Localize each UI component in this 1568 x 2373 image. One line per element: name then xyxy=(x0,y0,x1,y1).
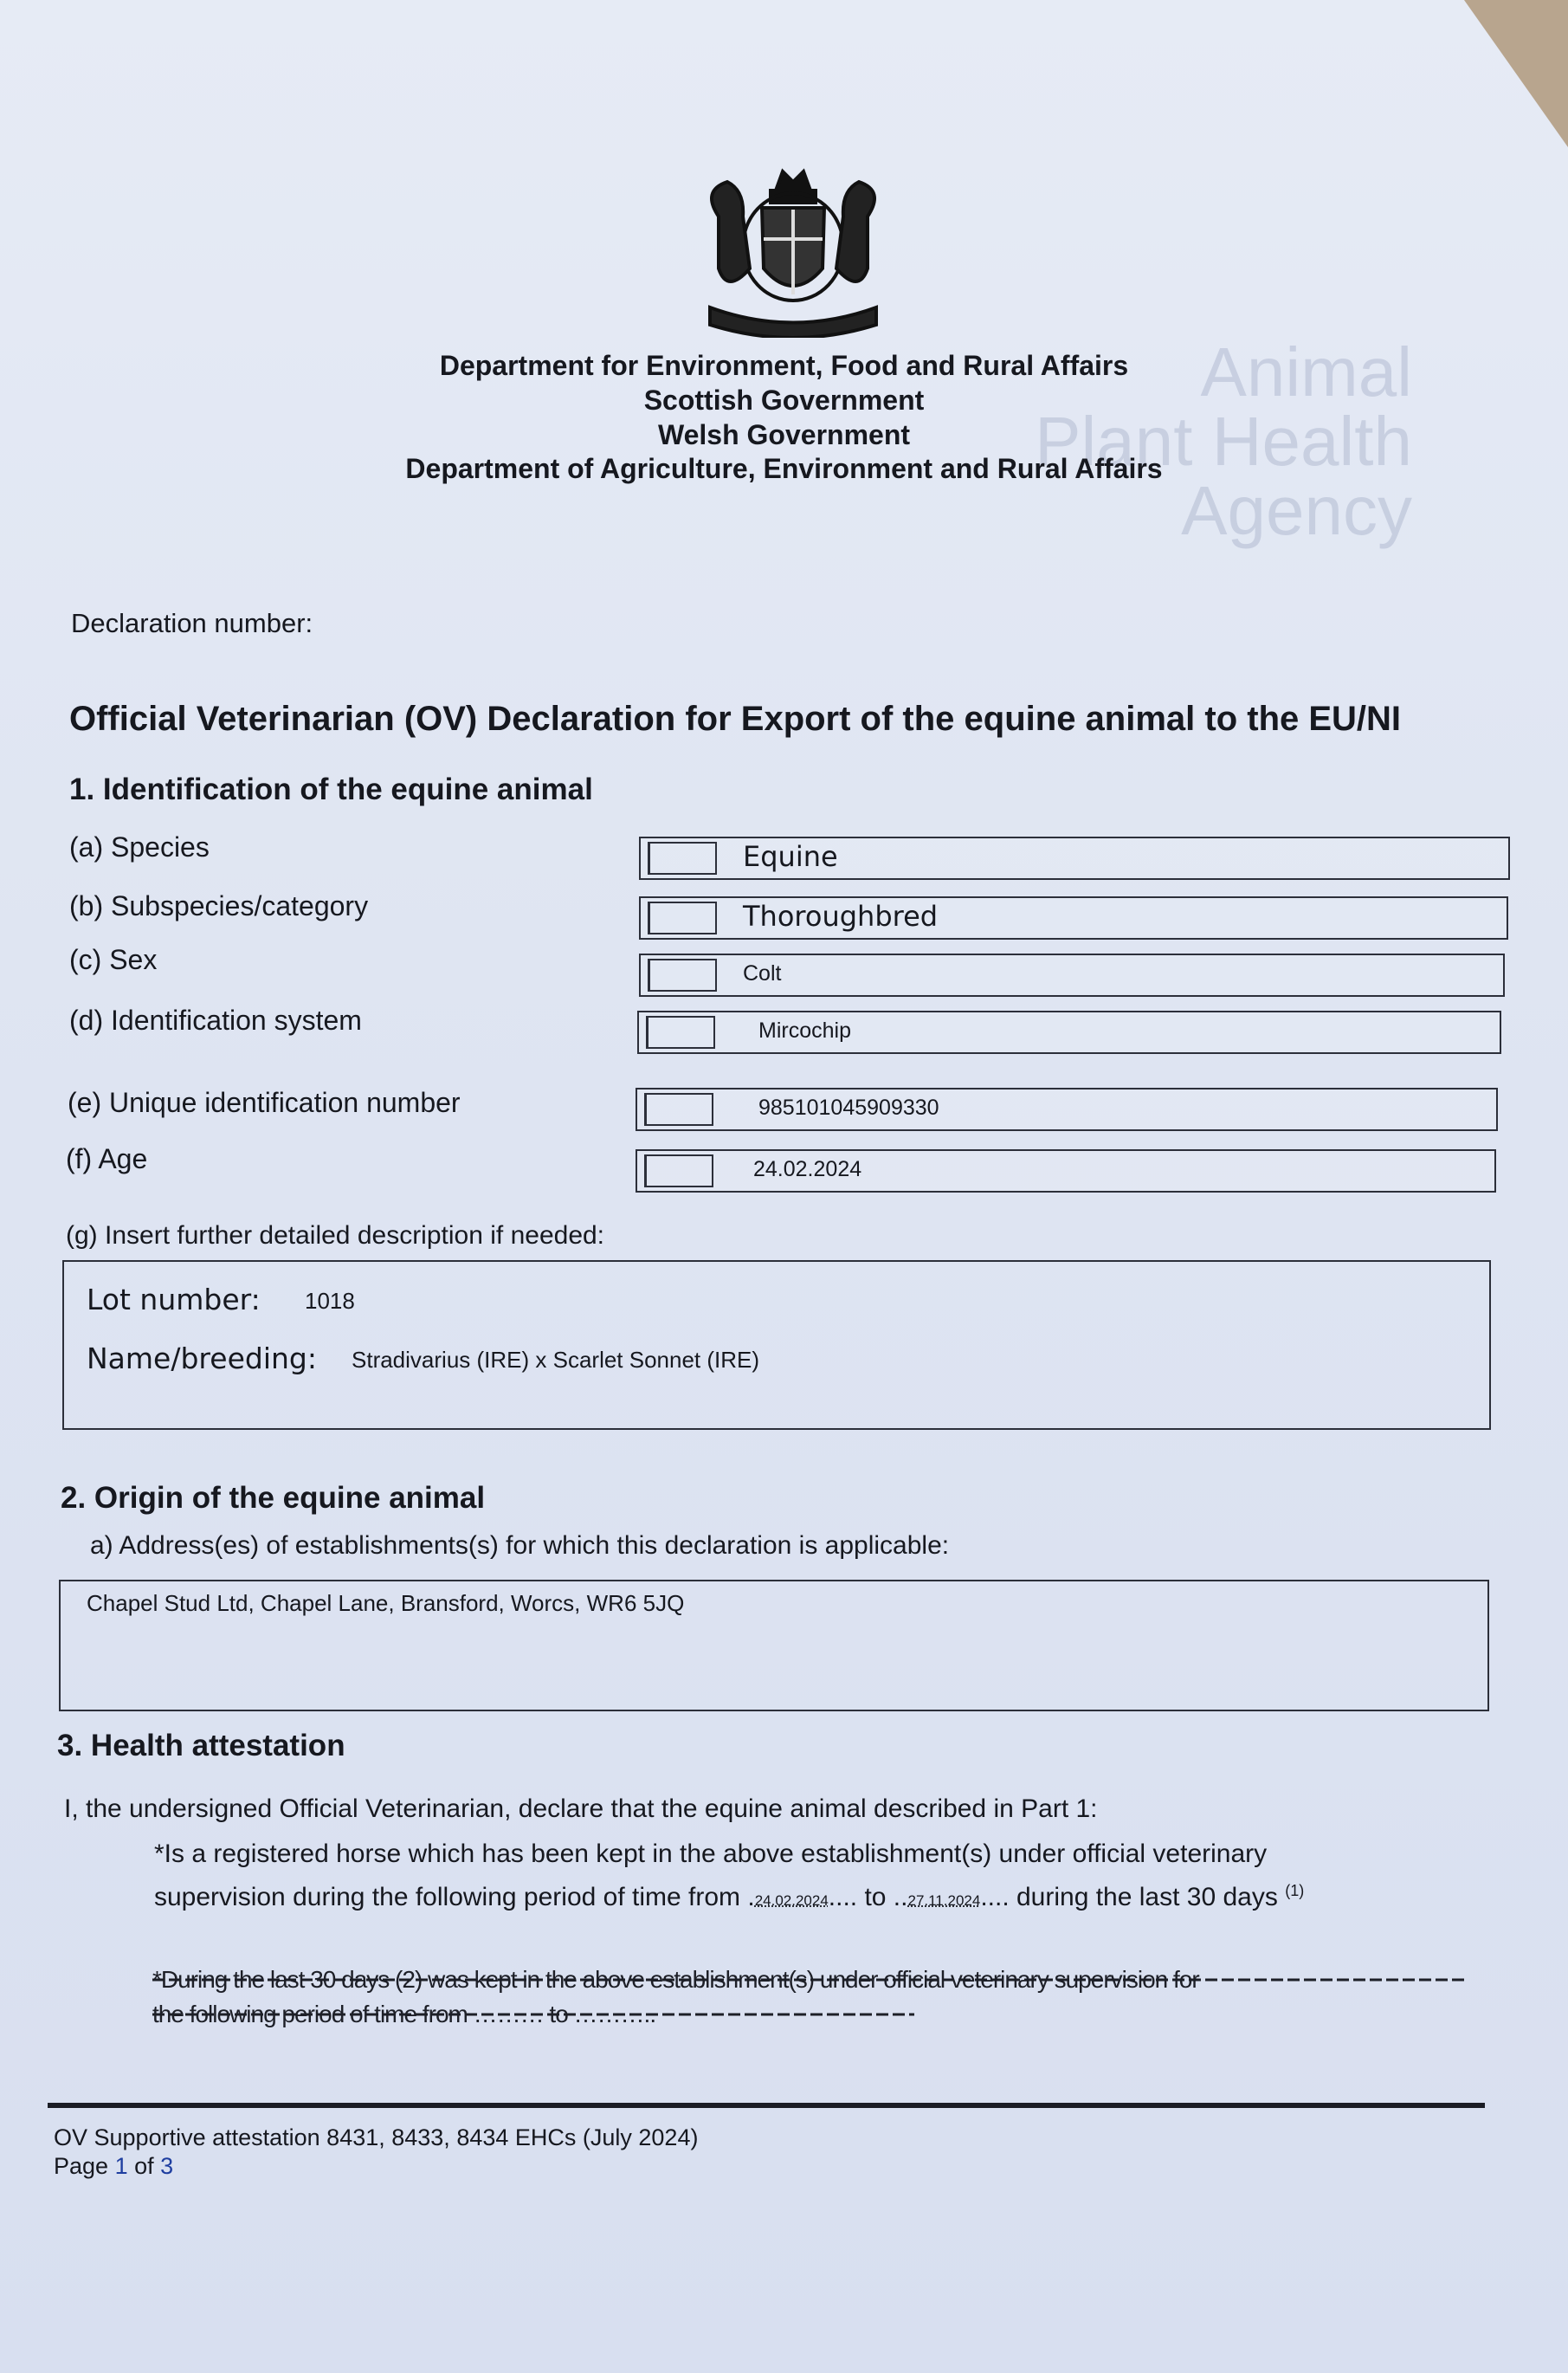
species-field[interactable] xyxy=(639,837,1510,880)
department-name: Scottish Government xyxy=(643,385,925,416)
uin-value: 985101045909330 xyxy=(758,1096,939,1120)
uin-label: (e) Unique identification number xyxy=(68,1087,461,1118)
identification-system-checkbox[interactable] xyxy=(646,1016,715,1049)
age-field[interactable] xyxy=(636,1149,1496,1193)
subspecies-label: (b) Subspecies/category xyxy=(69,890,369,921)
struck-line xyxy=(152,1997,1503,2032)
sex-field[interactable] xyxy=(639,954,1505,997)
age-label: (f) Age xyxy=(66,1143,148,1174)
struck-text: *During the last 30 days (2) was kept in the above establishment(s) under official veterinary supervision for xyxy=(152,1966,1199,1993)
watermark-line: Agency xyxy=(1181,472,1412,549)
description-box[interactable] xyxy=(62,1260,1491,1430)
footnote-mark: (1) xyxy=(1285,1882,1305,1899)
attestation-line-1: *Is a registered horse which has been kept in the above establishment(s) under official veterinary xyxy=(154,1840,1268,1868)
struck-text: the following period of time from ……… to ……….. xyxy=(152,2001,656,2027)
identification-system-field[interactable] xyxy=(637,1011,1501,1054)
identification-system-label: (d) Identification system xyxy=(69,1005,362,1036)
age-value: 24.02.2024 xyxy=(753,1157,862,1181)
species-label: (a) Species xyxy=(69,831,210,863)
strikethrough-marks xyxy=(152,1962,1503,1997)
sex-checkbox[interactable] xyxy=(648,959,717,992)
footer-rule xyxy=(48,2103,1485,2108)
date-to: 27.11.2024 xyxy=(907,1892,981,1909)
sex-value: Colt xyxy=(743,961,782,986)
attestation-text: .... during the last 30 days xyxy=(980,1883,1278,1911)
subspecies-value: Thoroughbred xyxy=(743,900,939,933)
species-checkbox[interactable] xyxy=(648,842,717,875)
page-prefix: Page xyxy=(54,2153,115,2179)
struck-out-statement xyxy=(152,1962,1503,2032)
subspecies-field[interactable] xyxy=(639,896,1508,940)
page-title: Official Veterinarian (OV) Declaration for Export of the equine animal to the EU/NI xyxy=(69,700,1402,738)
description-label: (g) Insert further detailed description if needed: xyxy=(66,1221,605,1250)
page-indicator xyxy=(54,2151,173,2181)
department-name: Welsh Government xyxy=(657,419,911,450)
attestation-line-2 xyxy=(154,1872,1304,1919)
page-number: 1 xyxy=(114,2153,128,2179)
subspecies-checkbox[interactable] xyxy=(648,902,717,934)
page-of: of xyxy=(127,2153,161,2179)
species-value: Equine xyxy=(743,840,838,873)
department-name: Department of Agriculture, Environment and Rural Affairs xyxy=(405,453,1163,484)
strikethrough-marks xyxy=(152,1997,1503,2032)
lot-number-label: Lot number: xyxy=(87,1283,261,1316)
declaration-number-label: Declaration number: xyxy=(71,608,313,638)
address-value: Chapel Stud Ltd, Chapel Lane, Bransford, Worcs, WR6 5JQ xyxy=(87,1590,685,1616)
section-2-heading: 2. Origin of the equine animal xyxy=(61,1481,486,1515)
watermark-line: Animal xyxy=(1200,333,1412,411)
royal-crest-icon xyxy=(693,165,894,338)
sex-label: (c) Sex xyxy=(69,944,158,975)
uin-checkbox[interactable] xyxy=(644,1093,713,1126)
attestation-text: supervision during the following period of time from . xyxy=(154,1883,755,1911)
address-box[interactable] xyxy=(59,1580,1489,1711)
section-3-heading: 3. Health attestation xyxy=(57,1729,345,1762)
footer-reference: OV Supportive attestation 8431, 8433, 8434 EHCs (July 2024) xyxy=(54,2124,699,2150)
name-breeding-value: Stradivarius (IRE) x Scarlet Sonnet (IRE) xyxy=(352,1347,760,1373)
lot-number-value: 1018 xyxy=(305,1288,355,1314)
department-name: Department for Environment, Food and Rural Affairs xyxy=(439,350,1129,381)
attestation-intro: I, the undersigned Official Veterinarian, declare that the equine animal described in Part 1: xyxy=(64,1794,1098,1823)
identification-system-value: Mircochip xyxy=(758,1018,851,1043)
page-total: 3 xyxy=(160,2153,174,2179)
date-from: 24.02.2024 xyxy=(754,1892,829,1909)
age-checkbox[interactable] xyxy=(644,1154,713,1187)
uin-field[interactable] xyxy=(636,1088,1498,1131)
watermark-line: Plant Health xyxy=(1035,403,1412,480)
desk-corner xyxy=(1464,0,1568,147)
establishment-label: a) Address(es) of establishments(s) for which this declaration is applicable: xyxy=(90,1531,950,1560)
struck-line xyxy=(152,1962,1503,1997)
name-breeding-label: Name/breeding: xyxy=(87,1342,317,1375)
attestation-text: .... to .. xyxy=(828,1883,908,1911)
section-1-heading: 1. Identification of the equine animal xyxy=(69,773,593,806)
